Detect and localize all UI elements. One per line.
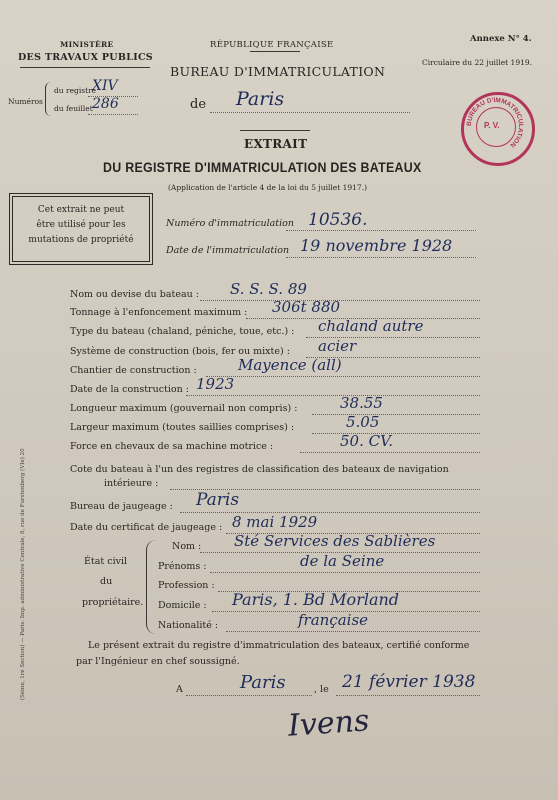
nationalite-value: française [298, 611, 369, 629]
largeur-dotline [312, 433, 480, 434]
signature: Ivens [286, 703, 371, 744]
certificat-label: Date du certificat de jaugeage : [70, 522, 223, 533]
chantier-value: Mayence (all) [238, 356, 342, 374]
cote-label-1: Cote du bateau à l'un des registres de classification des bateaux de navigation [70, 464, 449, 475]
notice-line1: Cet extrait ne peut [37, 205, 125, 215]
stamp-outer-text: BUREAU D'IMMATRICULATION [465, 96, 525, 149]
etat-civil-label1: État civil [84, 556, 128, 567]
etat-civil-label3: propriétaire. [82, 597, 144, 608]
force-value: 50. CV. [340, 432, 394, 450]
largeur-label: Largeur maximum (toutes saillies comprises) : [70, 422, 295, 433]
prenoms-label: Prénoms : [158, 561, 207, 572]
annexe-label: Annexe N° 4. [470, 34, 532, 44]
circulaire-label: Circulaire du 22 juillet 1919. [422, 58, 533, 67]
bureau-title: BUREAU D'IMMATRICULATION [170, 64, 386, 79]
longueur-value: 38.55 [340, 394, 383, 412]
printer-note: (Seine, 1re Section) — Paris. Imp. administrative Centrale, 8, rue de Furstenberg (VIe) 20 [20, 448, 26, 700]
application-note: (Application de l'article 4 de la loi du 5 juillet 1917.) [168, 183, 368, 192]
tonnage-value: 306t 880 [272, 298, 341, 316]
feuillet-label: du feuillet [54, 104, 93, 113]
a-label: A [176, 684, 183, 695]
date-dotline [286, 257, 476, 258]
feuillet-dotline [88, 114, 138, 115]
jaugeage-value: Paris [196, 490, 240, 510]
type-value: chaland autre [318, 317, 424, 335]
place-dotline [186, 695, 312, 696]
footer-date-dotline [336, 695, 480, 696]
le-label: , le [314, 684, 329, 695]
force-label: Force en chevaux de sa machine motrice : [70, 441, 274, 452]
place-value: Paris [240, 672, 286, 693]
chantier-dotline [206, 376, 480, 377]
date-construction-value: 1923 [196, 375, 235, 393]
certificat-value: 8 mai 1929 [232, 513, 318, 531]
profession-label: Profession : [158, 580, 215, 591]
republic-underline [250, 51, 300, 52]
registre-label: du registre [54, 86, 97, 95]
date-construction-label: Date de la construction : [70, 384, 189, 395]
notice-box [12, 196, 150, 262]
ministry-underline [20, 67, 150, 68]
bureau-stamp [461, 92, 535, 166]
nom-bateau-label: Nom ou devise du bateau : [70, 289, 199, 300]
footer-date-value: 21 février 1938 [342, 672, 476, 692]
nationalite-dotline [226, 631, 480, 632]
etat-civil-brace [146, 540, 157, 634]
city-value: Paris [236, 88, 285, 110]
longueur-label: Longueur maximum (gouvernail non compris) : [70, 403, 298, 414]
jaugeage-label: Bureau de jaugeage : [70, 501, 173, 512]
notice-line3: mutations de propriété [28, 235, 134, 245]
city-dotline [210, 112, 410, 113]
notice-line2: être utilisé pour les [36, 220, 126, 230]
numero-dotline [286, 230, 476, 231]
prenoms-dotline [210, 572, 480, 573]
force-dotline [300, 452, 480, 453]
stamp-inner-text: P. V. [484, 121, 500, 130]
registre-value: XIV [92, 78, 118, 94]
domicile-label: Domicile : [158, 600, 207, 611]
cote-label-2: intérieure : [104, 478, 159, 489]
nom-bateau-value: S. S. S. 89 [230, 280, 307, 298]
date-value: 19 novembre 1928 [300, 236, 453, 255]
jaugeage-dotline [180, 512, 480, 513]
numero-label: Numéro d'immatriculation [166, 218, 294, 229]
certify-line2: par l'Ingénieur en chef soussigné. [76, 656, 240, 667]
largeur-value: 5.05 [346, 413, 380, 431]
numeros-brace [45, 82, 52, 116]
chantier-label: Chantier de construction : [70, 365, 197, 376]
numeros-label: Numéros [8, 97, 43, 106]
ministry-line1: MINISTÈRE [60, 40, 114, 49]
de-label: de [190, 97, 207, 112]
systeme-label: Système de construction (bois, fer ou mixte) : [70, 346, 290, 357]
date-label: Date de l'immatriculation [166, 245, 290, 256]
date-construction-dotline [186, 395, 480, 396]
etat-civil-label2: du [100, 576, 113, 587]
extrait-topline [240, 130, 310, 131]
longueur-dotline [312, 414, 480, 415]
extrait-title: EXTRAIT [244, 137, 308, 151]
feuillet-value: 286 [92, 96, 119, 112]
prenoms-value: de la Seine [300, 552, 385, 570]
nationalite-label: Nationalité : [158, 620, 219, 631]
type-label: Type du bateau (chaland, péniche, toue, etc.) : [70, 326, 295, 337]
proprietaire-nom-value: Sté Services des Sablières [234, 532, 436, 550]
numero-value: 10536. [308, 210, 368, 230]
ministry-line2: DES TRAVAUX PUBLICS [18, 52, 153, 63]
tonnage-label: Tonnage à l'enfoncement maximum : [70, 307, 248, 318]
registre-title: DU REGISTRE D'IMMATRICULATION DES BATEAUX [103, 160, 422, 175]
republic-text: RÉPUBLIQUE FRANÇAISE [210, 40, 334, 50]
domicile-value: Paris, 1. Bd Morland [232, 590, 400, 609]
certify-line1: Le présent extrait du registre d'immatriculation des bateaux, certifié conforme [88, 640, 470, 651]
systeme-value: acier [318, 337, 357, 355]
proprietaire-nom-label: Nom : [172, 541, 202, 552]
